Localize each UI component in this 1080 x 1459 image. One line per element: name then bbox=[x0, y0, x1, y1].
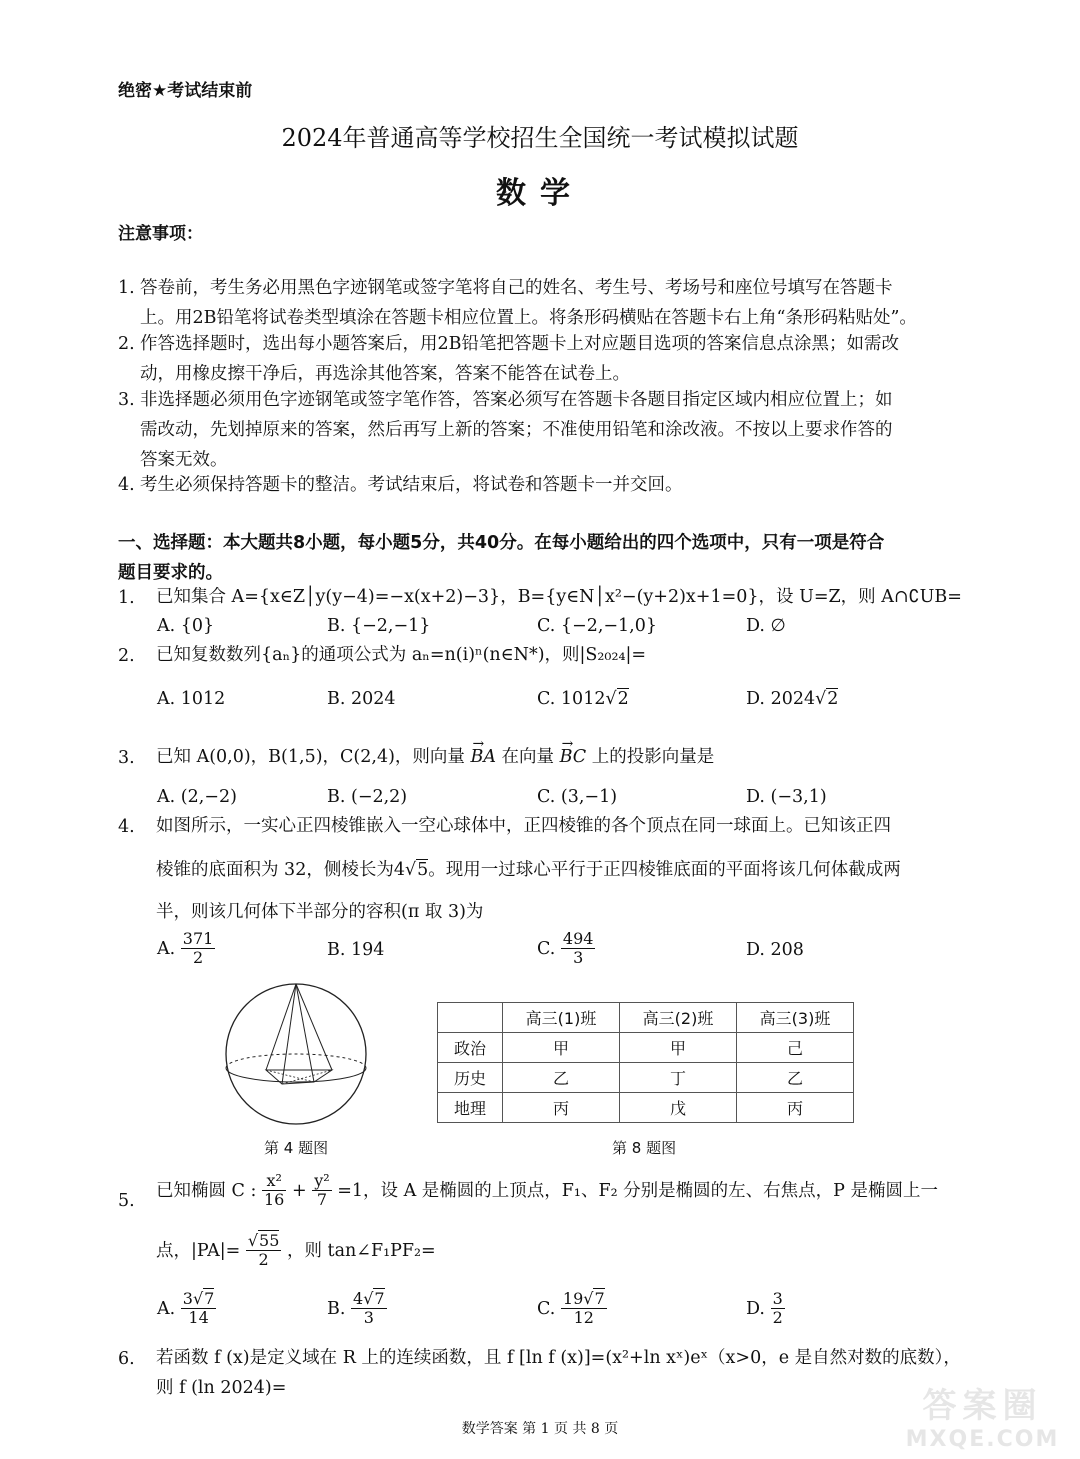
q4-option-c: C. $\frac{494}{3}$ bbox=[537, 929, 594, 968]
question-3-number: 3. bbox=[118, 748, 135, 768]
q4-option-a: A. $\frac{371}{2}$ bbox=[157, 929, 214, 968]
question-4-line-3: 半，则该几何体下半部分的容积(π 取 3)为 bbox=[156, 902, 484, 922]
vector-bc: → BC bbox=[560, 742, 587, 772]
question-1-number: 1. bbox=[118, 588, 135, 608]
confidential-label: 绝密★考试结束前 bbox=[118, 81, 253, 101]
question-6-line-2: 则 f (ln 2024)= bbox=[156, 1378, 287, 1398]
q5-option-d: D. $\frac{3}{2}$ bbox=[746, 1289, 783, 1328]
note-item-1: 1. 答卷前，考生务必用黑色字迹钢笔或签字笔将自己的姓名、考生号、考场号和座位号填写在答题卡 上。用2B铅笔将试卷类型填涂在答题卡相应位置上。将条形码横贴在答题卡右上角“条形码粘贴处”。 bbox=[118, 278, 917, 328]
figure-8-caption: 第 8 题图 bbox=[612, 1139, 677, 1157]
question-6-number: 6. bbox=[118, 1349, 135, 1369]
table-row: 政治 甲 甲 己 bbox=[438, 1033, 854, 1063]
notes-heading: 注意事项： bbox=[118, 224, 203, 244]
note-item-3: 3. 非选择题必须用色字迹钢笔或签字笔作答，答案必须写在答题卡各题目指定区域内相应位置上；如 需改动，先划掉原来的答案，然后再写上新的答案；不准使用铅笔和涂改液。不按以上要求作答的 答案无效。 bbox=[118, 390, 893, 470]
section-heading: 一、选择题：本大题共8小题，每小题5分，共40分。在每小题给出的四个选项中，只有一项是符合 题目要求的。 bbox=[118, 533, 885, 583]
figure-8-table bbox=[437, 1002, 854, 1123]
question-4-number: 4. bbox=[118, 817, 135, 837]
question-4-line-2: 棱锥的底面积为 32，侧棱长为4√5。现用一过球心平行于正四棱锥底面的平面将该几何体截成两 bbox=[156, 860, 901, 880]
note-item-2: 2. 作答选择题时，选出每小题答案后，用2B铅笔把答题卡上对应题目选项的答案信息点涂黑；如需改 动，用橡皮擦干净后，再选涂其他答案，答案不能答在试卷上。 bbox=[118, 334, 899, 384]
figure-4-sphere-pyramid bbox=[222, 980, 370, 1128]
q5-option-b: B. $\frac{4√7}{3}$ bbox=[327, 1289, 385, 1328]
q5-option-a: A. $\frac{3√7}{14}$ bbox=[157, 1289, 215, 1328]
exam-title: 2024年普通高等学校招生全国统一考试模拟试题 bbox=[281, 124, 799, 152]
question-2-number: 2. bbox=[118, 646, 135, 666]
q5-option-c: C. $\frac{19√7}{12}$ bbox=[537, 1289, 605, 1328]
question-1-text: 已知集合 A={x∈Z│y(y−4)=−x(x+2)−3}，B={y∈N│x²−(y+2)x+1=0}，设 U=Z，则 A∩∁UB= bbox=[156, 587, 962, 607]
question-6-line-1: 若函数 f (x)是定义域在 R 上的连续函数，且 f [ln f (x)]=(x²+ln xˣ)eˣ（x>0，e 是自然对数的底数）， bbox=[156, 1348, 961, 1368]
q1-option-c: C. {−2,−1,0} bbox=[537, 616, 658, 636]
q2-option-b: B. 2024 bbox=[327, 689, 396, 709]
figure-4-caption: 第 4 题图 bbox=[264, 1139, 329, 1157]
q1-option-a: A. {0} bbox=[157, 616, 215, 636]
q2-option-a: A. 1012 bbox=[157, 689, 226, 709]
q1-option-b: B. {−2,−1} bbox=[327, 616, 431, 636]
q3-option-b: B. (−2,2) bbox=[327, 787, 408, 807]
question-3-text: 已知 A(0,0)，B(1,5)，C(2,4)，则向量 → BA 在向量 → BC 上的投影向量是 bbox=[156, 742, 968, 772]
q2-option-d: D. 2024√2 bbox=[746, 689, 839, 709]
watermark-logo: 答案圈 MXQE.COM bbox=[905, 1386, 1060, 1452]
question-2-text: 已知复数数列{aₙ}的通项公式为 aₙ=n(i)ⁿ(n∈N*)，则|S₂₀₂₄|= bbox=[156, 645, 647, 665]
table-row: 地理 丙 戊 丙 bbox=[438, 1093, 854, 1123]
figure-8-table-wrap bbox=[437, 1002, 854, 1123]
question-4-line-1: 如图所示，一实心正四棱锥嵌入一空心球体中，正四棱锥的各个顶点在同一球面上。已知该正四 bbox=[156, 816, 891, 836]
q3-option-a: A. (2,−2) bbox=[157, 787, 237, 807]
question-5-number: 5. bbox=[118, 1191, 135, 1211]
q3-option-c: C. (3,−1) bbox=[537, 787, 618, 807]
page-footer: 数学答案 第 1 页 共 8 页 bbox=[461, 1421, 619, 1437]
q2-option-c: C. 1012√2 bbox=[537, 689, 629, 709]
table-row: 历史 乙 丁 乙 bbox=[438, 1063, 854, 1093]
vector-ba: → BA bbox=[470, 742, 496, 772]
q3-option-d: D. (−3,1) bbox=[746, 787, 827, 807]
subject-title: 数学 bbox=[496, 176, 584, 211]
q4-option-b: B. 194 bbox=[327, 940, 385, 960]
q1-option-d: D. ∅ bbox=[746, 616, 786, 636]
question-5-line-2: 点，|PA|= $\frac{√55}{2}$ ，则 tan∠F₁PF₂= bbox=[156, 1231, 436, 1270]
note-item-4: 4. 考生必须保持答题卡的整洁。考试结束后，将试卷和答题卡一并交回。 bbox=[118, 475, 683, 495]
table-header-row: 高三(1)班 高三(2)班 高三(3)班 bbox=[438, 1003, 854, 1033]
question-5-line-1: 已知椭圆 C : $\frac{\text{x²}}{16}$ + $\frac{\text{y²}}{7}$ =1，设 A 是椭圆的上顶点，F₁、F₂ 分别是椭圆的左、右焦点，P 是椭圆上一 bbox=[156, 1171, 939, 1210]
q4-option-d: D. 208 bbox=[746, 940, 804, 960]
